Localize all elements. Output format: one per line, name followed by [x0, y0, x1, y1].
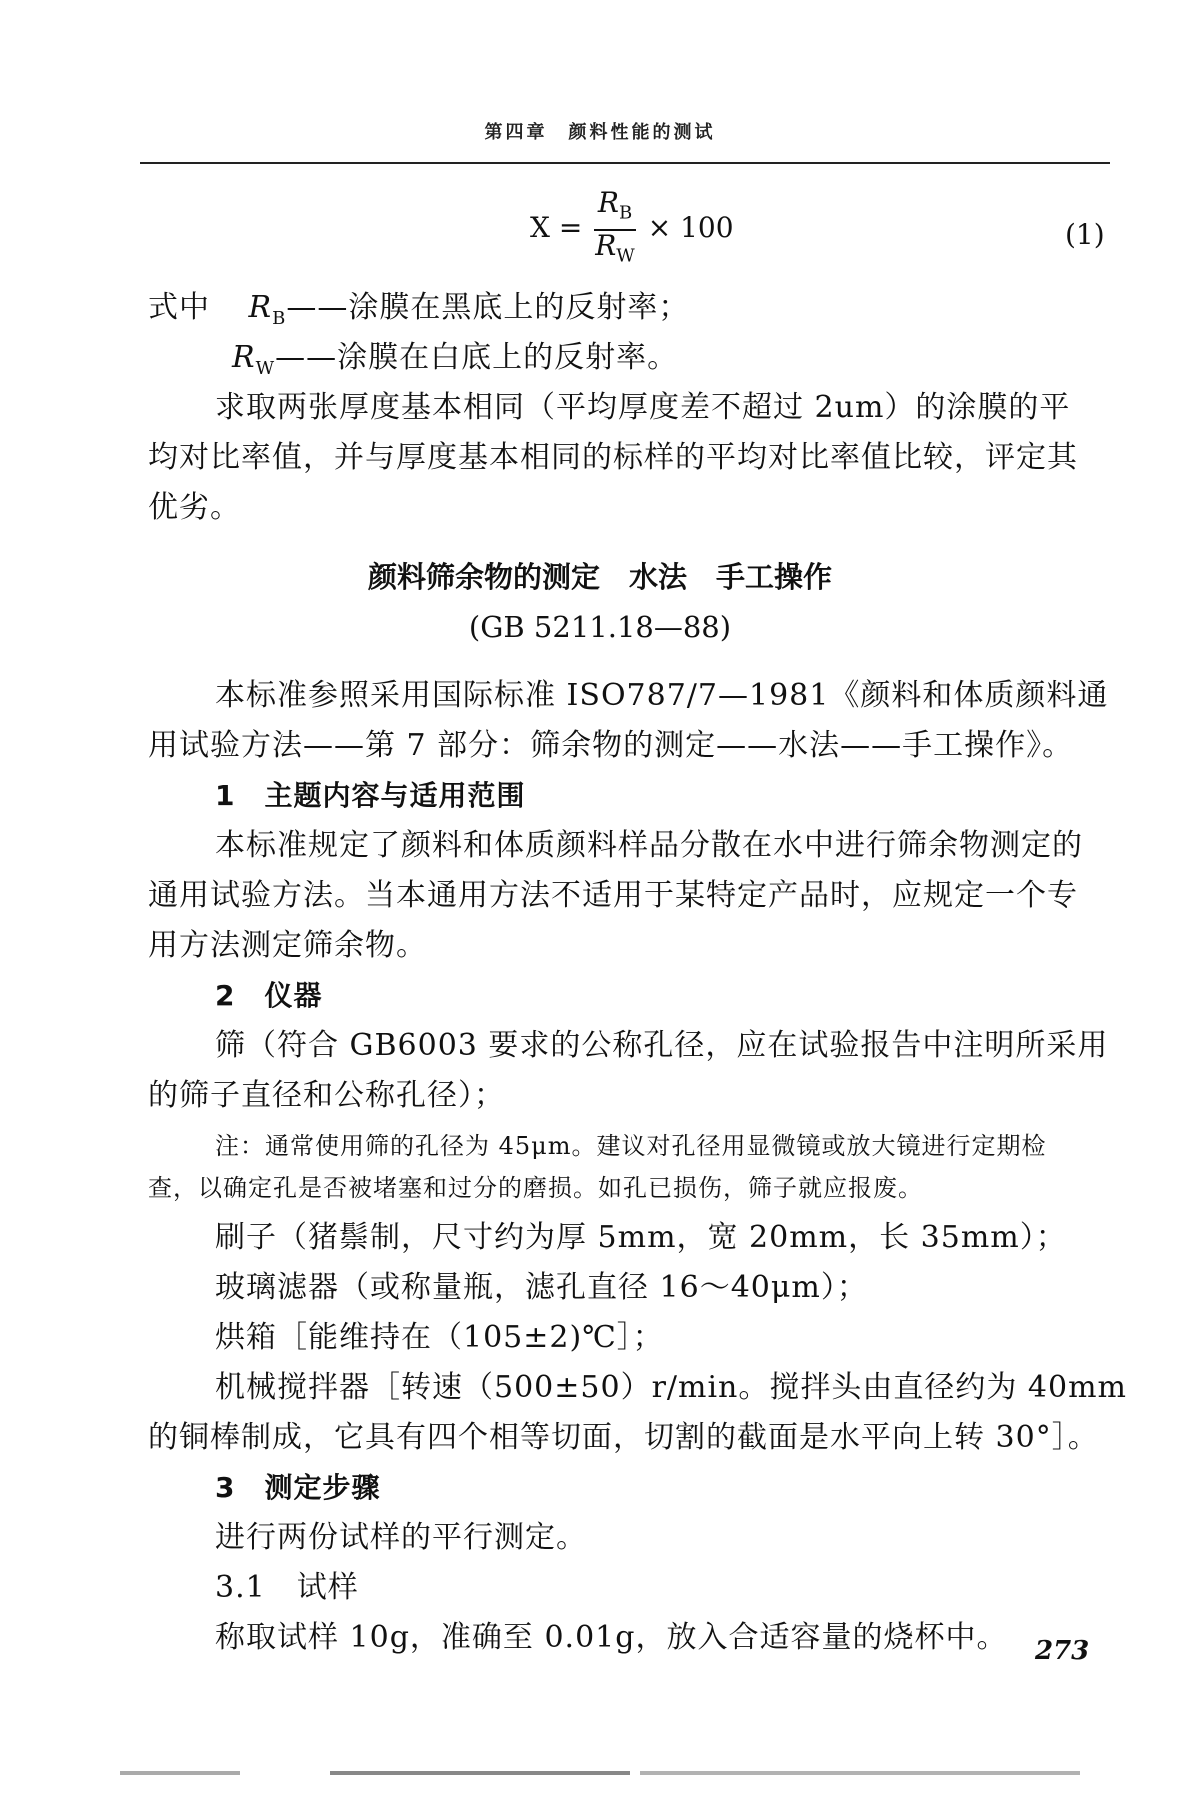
list-item: 机械搅拌器［转速（500±50）r/min。搅拌头由直径约为 40mm — [215, 1370, 1127, 1405]
paragraph-line: 的筛子直径和公称孔径）； — [148, 1078, 505, 1113]
formula-number: (1) — [1065, 218, 1105, 251]
rw-description: ——涂膜在白底上的反射率。 — [275, 340, 679, 375]
note-line: 注：通常使用筛的孔径为 45μm。建议对孔径用显微镜或放大镜进行定期检 — [215, 1132, 1047, 1160]
rb-description: ——涂膜在黑底上的反射率； — [286, 290, 690, 325]
where-rw — [232, 338, 678, 389]
rb-symbol: R — [248, 290, 273, 325]
paragraph-line: 称取试样 10g，准确至 0.01g，放入合适容量的烧杯中。 — [215, 1620, 1008, 1655]
list-item: 烘箱［能维持在（105±2)℃］； — [215, 1320, 664, 1355]
paragraph-line: 求取两张厚度基本相同（平均厚度差不超过 2um）的涂膜的平 — [215, 390, 1071, 425]
scan-noise — [330, 1771, 630, 1775]
scan-noise — [120, 1771, 240, 1775]
formula-1 — [530, 188, 734, 271]
paragraph-line: 均对比率值，并与厚度基本相同的标样的平均对比率值比较，评定其 — [148, 440, 1078, 475]
rb-subscript: B — [272, 308, 287, 329]
note-line: 查，以确定孔是否被堵塞和过分的磨损。如孔已损伤，筛子就应报废。 — [148, 1174, 923, 1202]
list-item: 玻璃滤器（或称量瓶，滤孔直径 16～40μm）； — [215, 1270, 868, 1305]
paragraph-line: 本标准参照采用国际标准 ISO787/7—1981《颜料和体质颜料通 — [215, 678, 1109, 713]
rw-symbol: R — [232, 340, 256, 375]
formula-fraction — [591, 188, 639, 271]
section-code: (GB 5211.18—88) — [468, 610, 732, 644]
where-label: 式中 — [148, 290, 210, 325]
heading-3: 3 测定步骤 — [215, 1471, 381, 1504]
paragraph-line: 通用试验方法。当本通用方法不适用于某特定产品时，应规定一个专 — [148, 878, 1078, 913]
formula-numerator-sub: B — [618, 202, 633, 224]
paragraph-line: 优劣。 — [148, 490, 241, 525]
scan-noise — [640, 1771, 1080, 1775]
heading-2: 2 仪器 — [215, 979, 323, 1012]
list-item: 刷子（猪鬃制，尺寸约为厚 5mm，宽 20mm，长 35mm）； — [215, 1220, 1067, 1255]
paragraph-line: 进行两份试样的平行测定。 — [215, 1520, 587, 1555]
formula-times: × 100 — [647, 211, 734, 245]
paragraph-line: 筛（符合 GB6003 要求的公称孔径，应在试验报告中注明所采用 — [215, 1028, 1109, 1063]
formula-lhs: X = — [530, 211, 583, 245]
page-number: 273 — [1035, 1636, 1090, 1666]
where-rb — [148, 288, 689, 339]
section-title: 颜料筛余物的测定 水法 手工操作 — [367, 560, 832, 594]
formula-denominator: R — [595, 228, 617, 262]
paragraph-line: 用试验方法——第 7 部分：筛余物的测定——水法——手工操作》。 — [148, 728, 1074, 763]
list-item-continuation: 的铜棒制成，它具有四个相等切面，切割的截面是水平向上转 30°］。 — [148, 1420, 1099, 1455]
formula-numerator: R — [597, 186, 619, 219]
paragraph-line: 本标准规定了颜料和体质颜料样品分散在水中进行筛余物测定的 — [215, 828, 1083, 863]
header-rule — [140, 162, 1110, 164]
rw-subscript: W — [255, 358, 276, 379]
heading-1: 1 主题内容与适用范围 — [215, 779, 526, 812]
running-header: 第四章 颜料性能的测试 — [484, 122, 716, 143]
heading-3-1: 3.1 试样 — [215, 1570, 359, 1605]
paragraph-line: 用方法测定筛余物。 — [148, 928, 427, 963]
formula-denominator-sub: W — [616, 245, 635, 267]
